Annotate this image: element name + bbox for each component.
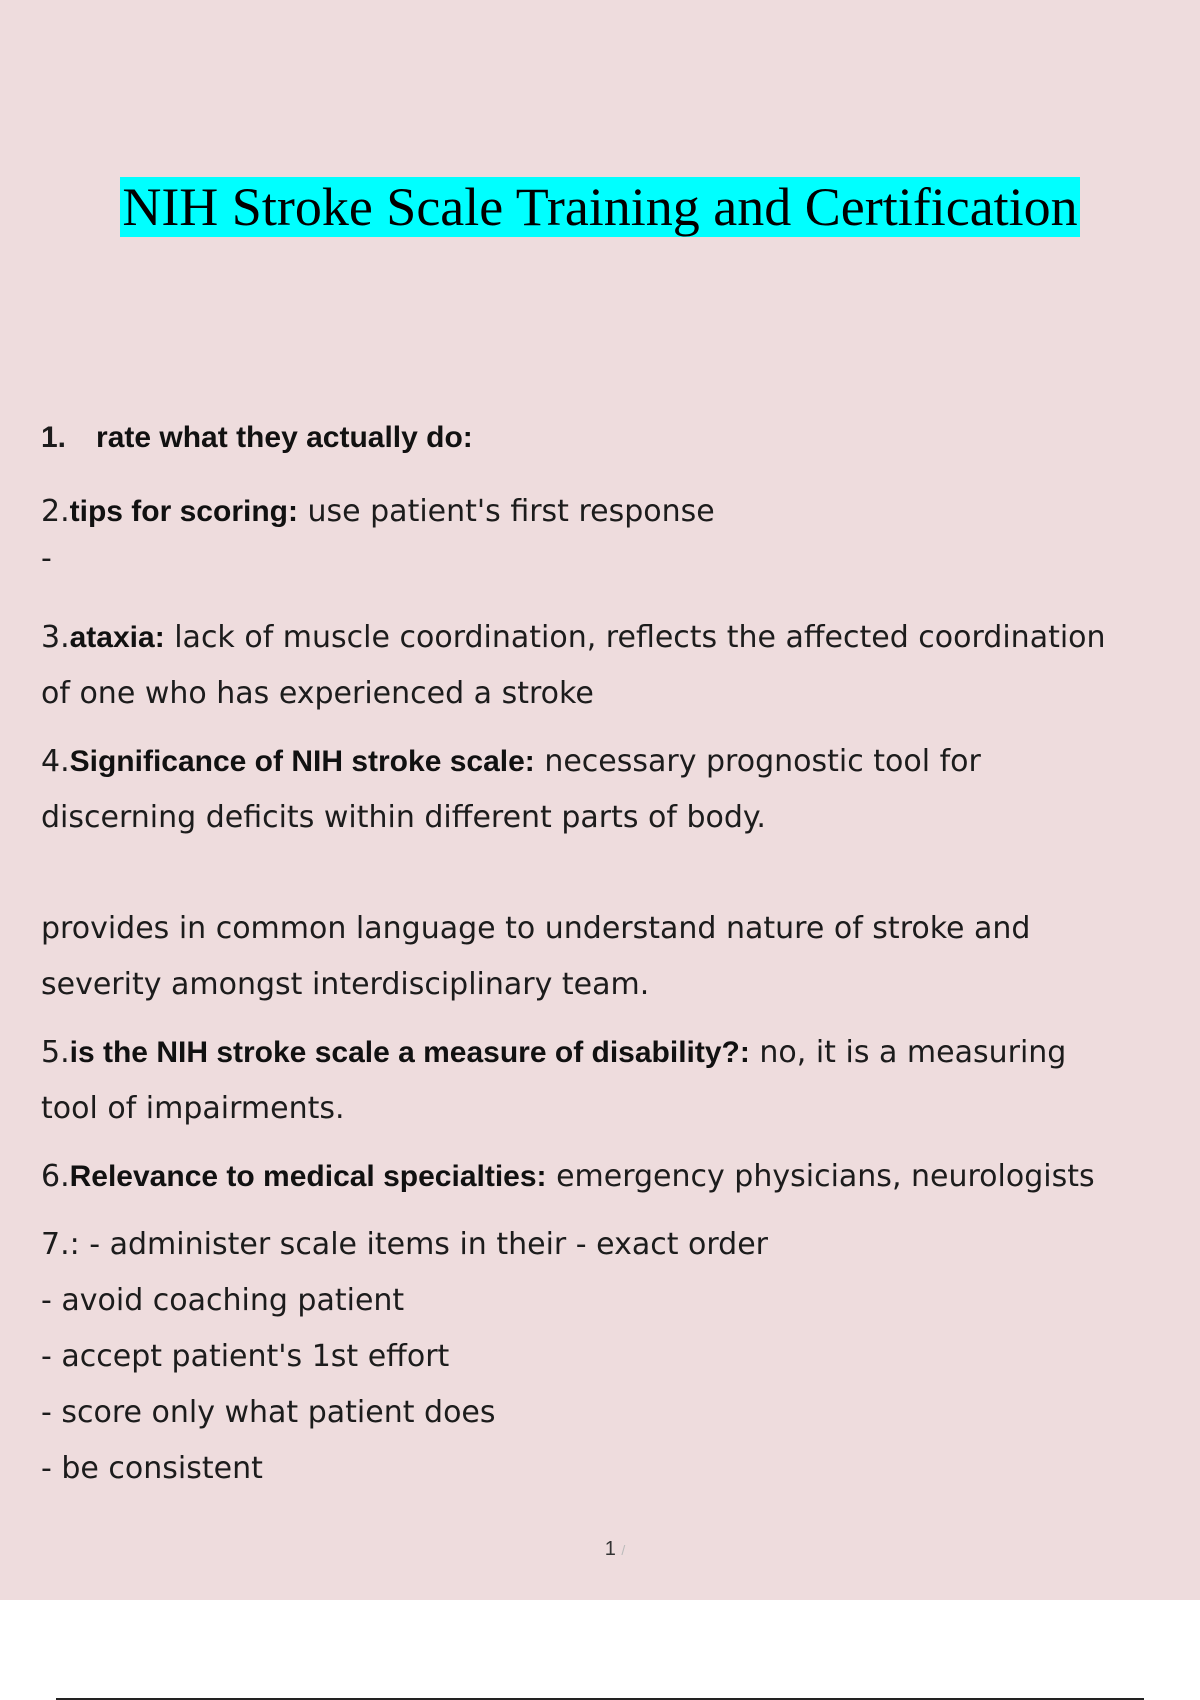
item-number: 7. (41, 1227, 70, 1262)
item-number: 3. (41, 620, 70, 655)
item-question: Relevance to medical specialties: (69, 1160, 547, 1193)
flashcard-list (41, 416, 1181, 1497)
item-answer: necessary prognostic tool for (534, 744, 981, 779)
item-number: 4. (41, 744, 70, 779)
item-2-extra: - (41, 541, 52, 576)
item-answer-cont: provides in common language to understand nature of stroke and (41, 911, 1031, 946)
list-item-7 (41, 1217, 1181, 1497)
item-answer: emergency physicians, neurologists (546, 1159, 1095, 1194)
item-question: ataxia: (69, 621, 165, 654)
page-number: 1 (604, 1538, 616, 1560)
item-number: 2. (41, 494, 70, 529)
document-title: NIH Stroke Scale Training and Certification (122, 177, 1078, 237)
item-answer-cont: discerning deficits within different parts of body. (41, 800, 766, 835)
bullet-item: - score only what patient does (41, 1395, 496, 1430)
list-item-2 (41, 484, 1181, 540)
document-title-wrapper (0, 174, 1200, 240)
item-question: Significance of NIH stroke scale: (69, 745, 535, 778)
list-item-3 (41, 610, 1181, 722)
item-answer: - administer scale items in their - exact order (79, 1227, 769, 1262)
item-number: 1. (41, 421, 67, 454)
item-answer: no, it is a measuring (749, 1035, 1067, 1070)
list-item-5 (41, 1025, 1181, 1137)
list-item-1 (41, 416, 1181, 484)
item-answer-cont: tool of impairments. (41, 1091, 345, 1126)
bullet-item: - be consistent (41, 1451, 263, 1486)
list-item-4 (41, 734, 1181, 1013)
item-question: : (69, 1227, 80, 1262)
item-answer-cont: severity amongst interdisciplinary team. (41, 967, 650, 1002)
item-number: 5. (41, 1035, 70, 1070)
bullet-item: - avoid coaching patient (41, 1283, 405, 1318)
page-number-footer (0, 1538, 1200, 1561)
page-separator: / (621, 1542, 626, 1558)
item-number: 6. (41, 1159, 70, 1194)
item-answer: use patient's first response (297, 494, 715, 529)
item-question: tips for scoring: (69, 495, 298, 528)
item-question: rate what they actually do: (96, 421, 473, 454)
item-answer: lack of muscle coordination, reflects the affected coordination (164, 620, 1106, 655)
bullet-item: - accept patient's 1st effort (41, 1339, 450, 1374)
item-question: is the NIH stroke scale a measure of disability?: (69, 1036, 750, 1069)
list-item-6 (41, 1149, 1181, 1205)
item-answer-cont: of one who has experienced a stroke (41, 676, 594, 711)
